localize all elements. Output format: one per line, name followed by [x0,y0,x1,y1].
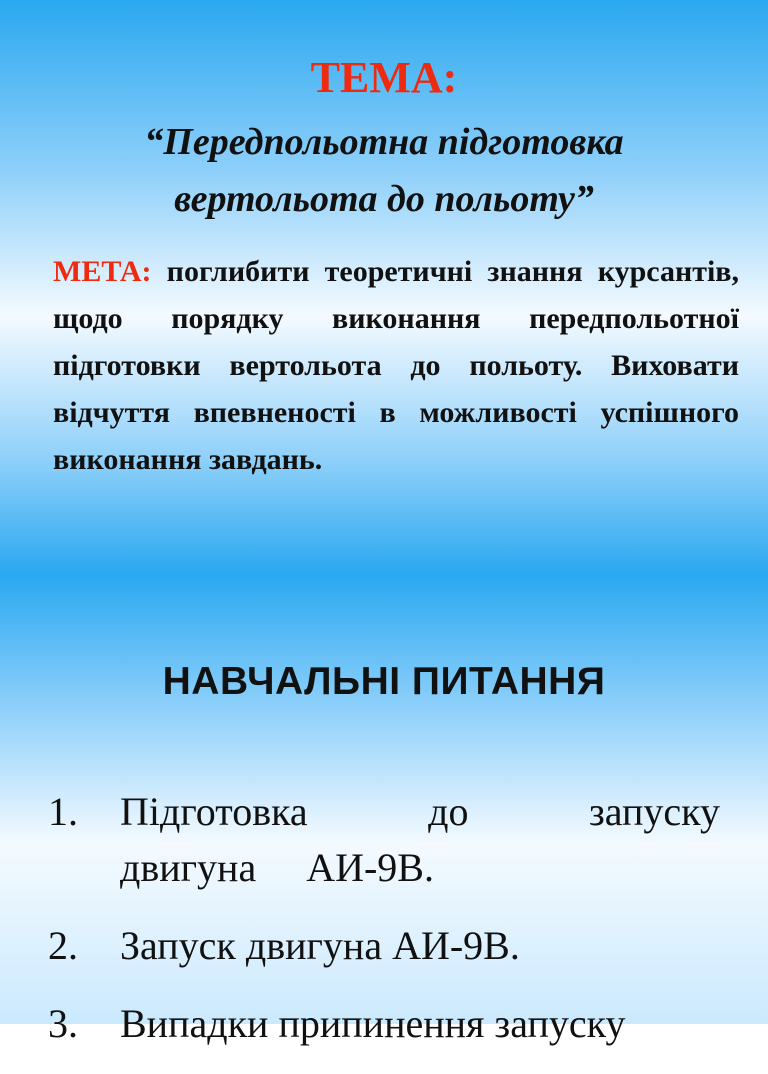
question-text-line-2: двигуна АИ-9В. [120,845,434,890]
question-text: Запуск двигуна АИ-9В. [120,923,520,968]
questions-heading: НАВЧАЛЬНІ ПИТАННЯ [162,660,606,703]
topic-label: ТЕМА: [310,53,458,102]
question-item-2 [40,918,720,974]
topic-title-line-2: вертольота до польоту” [174,178,594,220]
topic-title [60,114,708,228]
question-number: 1. [48,789,78,834]
question-number: 3. [48,1001,78,1046]
questions-list [40,784,720,1074]
goal-text: поглибити теоретичні знання курсантів, щодо порядку виконання передпольотної підготовки вертольота до польоту. Виховати відчуття впевненості в можливості успішного виконання завдань. [53,255,739,476]
question-number: 2. [48,923,78,968]
goal-label: МЕТА: [53,255,152,288]
question-text: Випадки припинення запуску [120,1001,626,1046]
question-item-3 [40,996,720,1052]
goal-paragraph [53,248,739,483]
question-text [120,784,720,896]
question-item-1 [40,784,720,896]
topic-title-line-1: “Передпольотна підготовка [144,121,624,163]
question-text-line-1: Підготовка до запуску [120,789,720,834]
